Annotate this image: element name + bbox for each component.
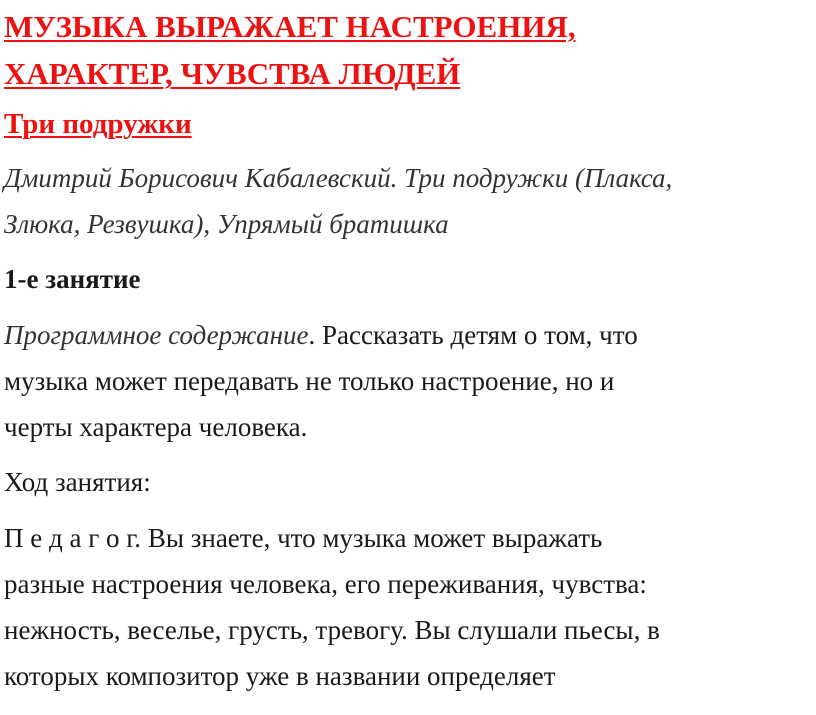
- teacher-line-4: которых композитор уже в названии определяет: [4, 661, 556, 691]
- document-title: [4, 0, 808, 97]
- lesson-heading: 1-е занятие: [4, 264, 141, 294]
- composer-reference: [4, 155, 808, 247]
- composer-line-1: Дмитрий Борисович Кабалевский. Три подружки (Плакса,: [4, 163, 673, 193]
- section-subtitle: Три подружки: [4, 108, 192, 140]
- teacher-line-1-text: Вы знаете, что музыка может выражать: [141, 523, 603, 553]
- composer-line-2: Злюка, Резвушка), Упрямый братишка: [4, 209, 449, 239]
- program-paragraph: [4, 312, 808, 450]
- program-line-3: черты характера человека.: [4, 412, 308, 442]
- program-line-1: [4, 312, 808, 358]
- title-line-1: МУЗЫКА ВЫРАЖАЕТ НАСТРОЕНИЯ,: [4, 9, 576, 44]
- teacher-paragraph: [4, 515, 808, 699]
- program-line-1-text: . Рассказать детям о том, что: [308, 320, 638, 350]
- teacher-line-2: разные настроения человека, его переживания, чувства:: [4, 569, 647, 599]
- program-line-2: музыка может передавать не только настроение, но и: [4, 366, 615, 396]
- program-label: Программное содержание: [4, 320, 309, 350]
- teacher-line-3: нежность, веселье, грусть, тревогу. Вы слушали пьесы, в: [4, 615, 660, 645]
- course-heading: Ход занятия:: [4, 467, 151, 497]
- teacher-line-1: [4, 515, 808, 561]
- teacher-label: П е д а г о г.: [4, 523, 142, 553]
- title-line-2: ХАРАКТЕР, ЧУВСТВА ЛЮДЕЙ: [4, 56, 461, 91]
